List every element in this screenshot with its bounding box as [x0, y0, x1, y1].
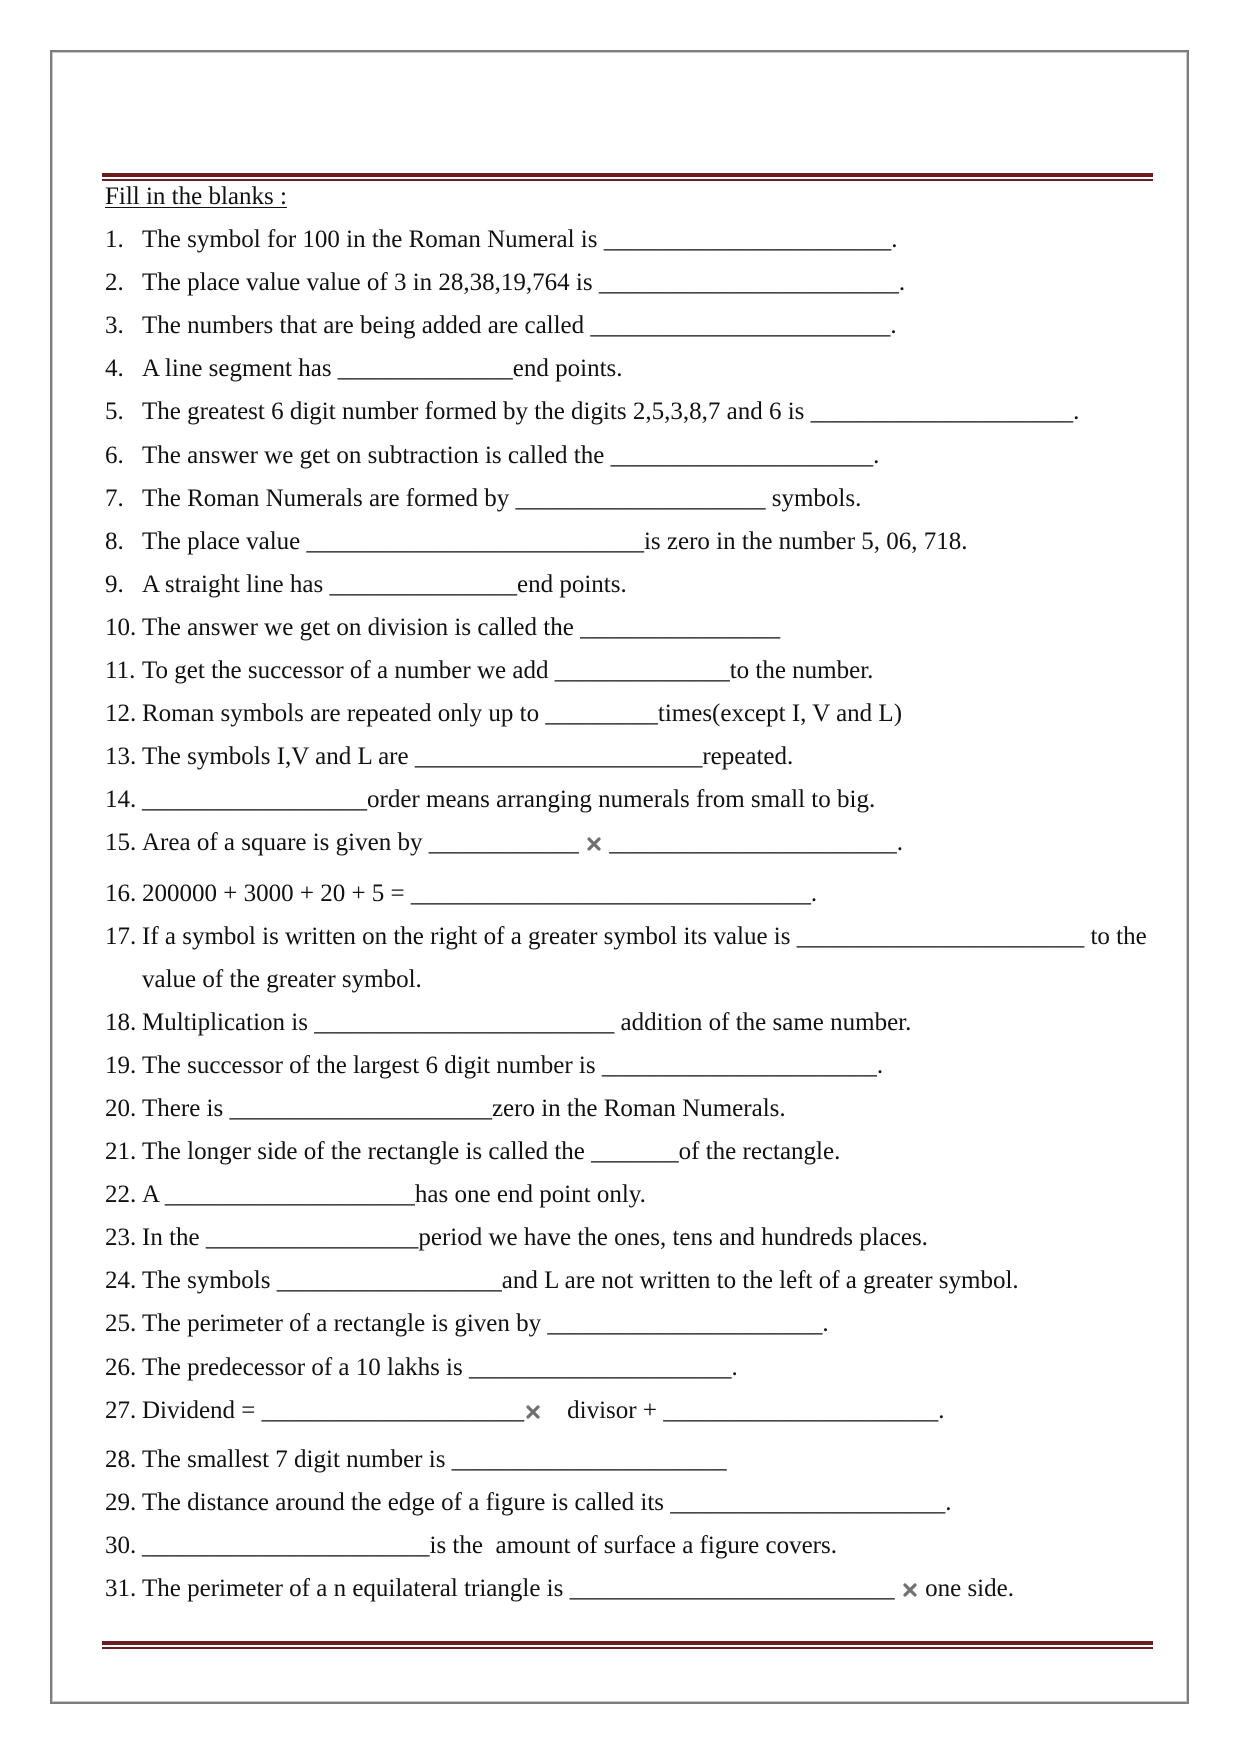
question-text: __________________order means arranging numerals from small to big. [142, 786, 876, 814]
question-item-25 [105, 1302, 1175, 1345]
multiply-icon [901, 1581, 919, 1599]
question-text: The Roman Numerals are formed by ____________________ symbols. [142, 484, 862, 512]
question-number: 29. [105, 1488, 137, 1516]
question-text-continued: value of the greater symbol. [142, 965, 422, 993]
question-item-11 [105, 649, 1175, 692]
question-text-after: _______________________. [602, 829, 903, 857]
question-number: 18. [105, 1008, 137, 1036]
question-text: Multiplication is ________________________ addition of the same number. [142, 1008, 912, 1036]
question-item-23 [105, 1216, 1175, 1259]
question-item-3 [105, 304, 1175, 347]
question-number: 20. [105, 1094, 137, 1122]
question-text: The distance around the edge of a figure is called its ______________________. [142, 1488, 952, 1516]
question-number: 19. [105, 1051, 137, 1079]
question-text: The greatest 6 digit number formed by the digits 2,5,3,8,7 and 6 is _____________________. [142, 398, 1080, 426]
question-item-1 [105, 218, 1175, 261]
question-text: 200000 + 3000 + 20 + 5 = ________________________________. [142, 879, 818, 907]
question-item-16 [105, 872, 1175, 915]
question-item-21 [105, 1130, 1175, 1173]
question-text: The successor of the largest 6 digit number is ______________________. [142, 1051, 884, 1079]
question-text: The symbol for 100 in the Roman Numeral is _______________________. [142, 226, 898, 254]
bottom-rule [102, 1641, 1153, 1649]
question-text: A ____________________has one end point only. [142, 1181, 646, 1209]
question-item-27 [105, 1389, 1175, 1432]
question-text: The predecessor of a 10 lakhs is _____________________. [142, 1353, 738, 1381]
question-item-17 [105, 915, 1175, 958]
question-text: The answer we get on division is called the ________________ [142, 613, 781, 641]
question-number: 15. [105, 829, 137, 857]
question-item-20 [105, 1087, 1175, 1130]
question-number: 14. [105, 786, 137, 814]
question-text: The place value value of 3 in 28,38,19,764 is ________________________. [142, 269, 906, 297]
question-text: _______________________is the amount of surface a figure covers. [142, 1531, 837, 1559]
question-number: 23. [105, 1224, 137, 1252]
question-text: The place value ___________________________is zero in the number 5, 06, 718. [142, 527, 968, 555]
question-number: 6. [105, 441, 124, 469]
question-number: 28. [105, 1445, 137, 1473]
question-item-28 [105, 1438, 1175, 1481]
question-text: In the _________________period we have the ones, tens and hundreds places. [142, 1224, 928, 1252]
question-item-26 [105, 1346, 1175, 1389]
question-text: The symbols __________________and L are not written to the left of a greater symbol. [142, 1267, 1019, 1295]
multiply-icon [524, 1403, 542, 1421]
question-number: 27. [105, 1396, 137, 1424]
question-text: The smallest 7 digit number is ______________________ [142, 1445, 727, 1473]
question-number: 7. [105, 484, 124, 512]
question-text: If a symbol is written on the right of a greater symbol its value is _______________________ to the [142, 922, 1147, 950]
question-text: The symbols I,V and L are _______________________repeated. [142, 743, 794, 771]
question-item-15 [105, 821, 1175, 864]
question-text: The perimeter of a n equilateral triangle is __________________________ [142, 1575, 901, 1602]
question-number: 13. [105, 743, 137, 771]
question-item-4 [105, 347, 1175, 390]
question-number: 3. [105, 312, 124, 340]
question-text: The answer we get on subtraction is called the _____________________. [142, 441, 880, 469]
question-item-12 [105, 692, 1175, 735]
question-number: 1. [105, 226, 124, 254]
question-text-after: divisor + ______________________. [542, 1396, 945, 1424]
question-item-29 [105, 1481, 1175, 1524]
question-number: 24. [105, 1267, 137, 1295]
question-item-19 [105, 1044, 1175, 1087]
question-item-10 [105, 606, 1175, 649]
question-text: There is _____________________zero in the Roman Numerals. [142, 1094, 786, 1122]
question-item-17-continued [105, 958, 1175, 1001]
question-item-8 [105, 520, 1175, 563]
question-number: 17. [105, 922, 137, 950]
question-number: 30. [105, 1531, 137, 1559]
question-number: 21. [105, 1138, 137, 1166]
question-number: 4. [105, 355, 124, 383]
question-number: 31. [105, 1575, 137, 1602]
question-text: To get the successor of a number we add ______________to the number. [142, 657, 874, 685]
question-item-18 [105, 1001, 1175, 1044]
question-text: A line segment has ______________end points. [142, 355, 623, 383]
question-number: 16. [105, 879, 137, 907]
question-number: 5. [105, 398, 124, 426]
question-text: A straight line has _______________end points. [142, 570, 627, 598]
question-number: 9. [105, 570, 124, 598]
question-item-30 [105, 1524, 1175, 1567]
question-number: 25. [105, 1310, 137, 1338]
multiply-icon [585, 835, 603, 853]
question-text: Dividend = _____________________ [142, 1396, 525, 1424]
question-item-22 [105, 1173, 1175, 1216]
question-item-24 [105, 1259, 1175, 1302]
worksheet-heading: Fill in the blanks : [105, 183, 287, 210]
question-item-2 [105, 261, 1175, 304]
question-number: 26. [105, 1353, 137, 1381]
question-text-after: one side. [918, 1575, 1014, 1602]
question-item-13 [105, 735, 1175, 778]
question-number: 22. [105, 1181, 137, 1209]
question-item-7 [105, 477, 1175, 520]
question-text: Roman symbols are repeated only up to _________times(except I, V and L) [142, 700, 903, 728]
question-number: 11. [105, 657, 136, 685]
question-text: The longer side of the rectangle is called the _______of the rectangle. [142, 1138, 841, 1166]
question-number: 12. [105, 700, 137, 728]
question-item-5 [105, 390, 1175, 433]
question-number: 10. [105, 613, 137, 641]
worksheet-content [105, 175, 1175, 1610]
question-item-6 [105, 434, 1175, 477]
question-item-31 [105, 1567, 1175, 1610]
question-item-14 [105, 778, 1175, 821]
question-text: The numbers that are being added are called ________________________. [142, 312, 897, 340]
question-number: 8. [105, 527, 124, 555]
question-text: The perimeter of a rectangle is given by ______________________. [142, 1310, 829, 1338]
question-item-9 [105, 563, 1175, 606]
question-number: 2. [105, 269, 124, 297]
question-text: Area of a square is given by ____________ [142, 829, 585, 857]
